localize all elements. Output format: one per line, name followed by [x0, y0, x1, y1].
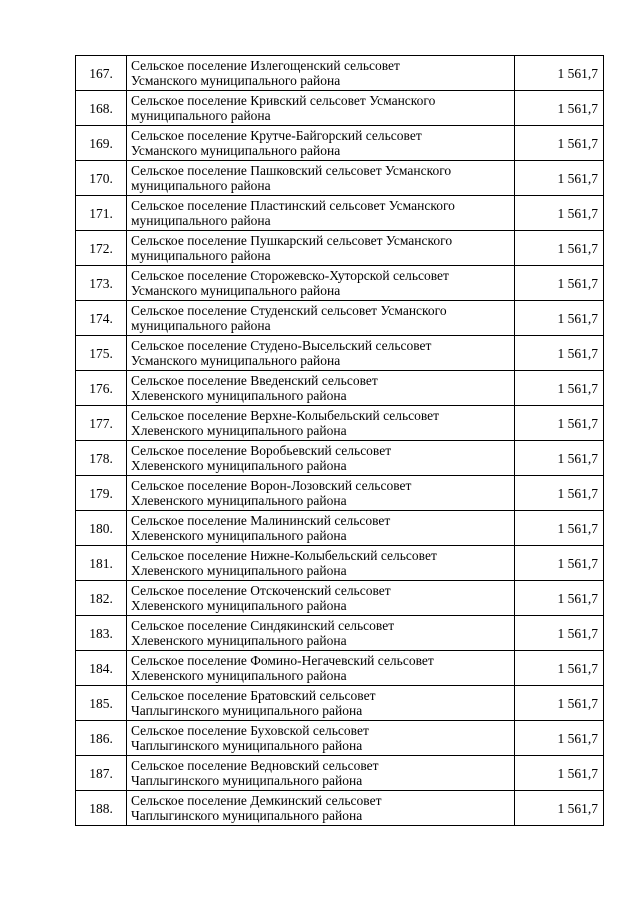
settlement-name-cell: [127, 581, 515, 616]
amount-cell: 1 561,7: [515, 756, 604, 791]
settlement-name-line2: Усманского муниципального района: [131, 353, 341, 368]
settlement-name-cell: [127, 336, 515, 371]
settlement-name-line1: Сельское поселение Буховской сельсовет: [131, 723, 369, 738]
amount-cell: 1 561,7: [515, 126, 604, 161]
table-row: [76, 56, 604, 91]
amount-cell: 1 561,7: [515, 581, 604, 616]
settlement-name-line1: Сельское поселение Пушкарский сельсовет Усманского: [131, 233, 453, 248]
amount-cell: 1 561,7: [515, 196, 604, 231]
row-number-cell: 177.: [76, 406, 127, 441]
table-row: [76, 371, 604, 406]
settlement-name-line1: Сельское поселение Отскоченский сельсовет: [131, 583, 391, 598]
row-number-cell: 185.: [76, 686, 127, 721]
settlement-name-line1: Сельское поселение Ворон-Лозовский сельсовет: [131, 478, 412, 493]
table-row: [76, 651, 604, 686]
table-row: [76, 686, 604, 721]
settlement-name-line1: Сельское поселение Сторожевско-Хуторской сельсовет: [131, 268, 449, 283]
amount-cell: 1 561,7: [515, 651, 604, 686]
settlement-name-cell: [127, 371, 515, 406]
settlement-name-line1: Сельское поселение Излегощенский сельсовет: [131, 58, 400, 73]
table-row: [76, 581, 604, 616]
settlement-name-line2: муниципального района: [131, 318, 271, 333]
row-number-cell: 182.: [76, 581, 127, 616]
settlement-name-line2: Хлевенского муниципального района: [131, 423, 347, 438]
settlement-name-line1: Сельское поселение Крутче-Байгорский сельсовет: [131, 128, 422, 143]
amount-cell: 1 561,7: [515, 546, 604, 581]
amount-cell: 1 561,7: [515, 56, 604, 91]
settlement-name-cell: [127, 721, 515, 756]
settlement-name-line2: муниципального района: [131, 108, 271, 123]
table-body: [76, 56, 604, 826]
table-row: [76, 126, 604, 161]
row-number-cell: 184.: [76, 651, 127, 686]
settlement-name-line2: Хлевенского муниципального района: [131, 388, 347, 403]
table-row: [76, 616, 604, 651]
table-row: [76, 721, 604, 756]
table-row: [76, 476, 604, 511]
settlement-name-line1: Сельское поселение Малининский сельсовет: [131, 513, 391, 528]
row-number-cell: 179.: [76, 476, 127, 511]
settlement-name-line2: Хлевенского муниципального района: [131, 598, 347, 613]
settlement-name-line1: Сельское поселение Ведновский сельсовет: [131, 758, 379, 773]
settlement-name-cell: [127, 301, 515, 336]
row-number-cell: 176.: [76, 371, 127, 406]
row-number-cell: 172.: [76, 231, 127, 266]
settlement-name-cell: [127, 91, 515, 126]
settlement-name-cell: [127, 476, 515, 511]
row-number-cell: 186.: [76, 721, 127, 756]
settlement-name-line2: Хлевенского муниципального района: [131, 493, 347, 508]
settlement-name-line2: муниципального района: [131, 178, 271, 193]
row-number-cell: 170.: [76, 161, 127, 196]
settlement-name-cell: [127, 546, 515, 581]
settlement-name-line1: Сельское поселение Студенский сельсовет Усманского: [131, 303, 447, 318]
table-row: [76, 441, 604, 476]
settlement-name-cell: [127, 231, 515, 266]
table-row: [76, 546, 604, 581]
settlement-name-cell: [127, 56, 515, 91]
row-number-cell: 171.: [76, 196, 127, 231]
table-row: [76, 231, 604, 266]
settlement-name-cell: [127, 126, 515, 161]
settlement-name-line1: Сельское поселение Фомино-Негачевский сельсовет: [131, 653, 434, 668]
amount-cell: 1 561,7: [515, 336, 604, 371]
settlement-name-line2: Хлевенского муниципального района: [131, 563, 347, 578]
settlement-name-line2: Хлевенского муниципального района: [131, 528, 347, 543]
amount-cell: 1 561,7: [515, 616, 604, 651]
row-number-cell: 188.: [76, 791, 127, 826]
amount-cell: 1 561,7: [515, 476, 604, 511]
amount-cell: 1 561,7: [515, 301, 604, 336]
settlement-name-line1: Сельское поселение Воробьевский сельсовет: [131, 443, 392, 458]
amount-cell: 1 561,7: [515, 721, 604, 756]
settlement-name-line1: Сельское поселение Братовский сельсовет: [131, 688, 376, 703]
settlement-name-line1: Сельское поселение Студено-Высельский сельсовет: [131, 338, 432, 353]
settlement-name-line2: Усманского муниципального района: [131, 73, 341, 88]
settlement-name-line1: Сельское поселение Пашковский сельсовет Усманского: [131, 163, 452, 178]
amount-cell: 1 561,7: [515, 371, 604, 406]
settlement-name-line2: Хлевенского муниципального района: [131, 458, 347, 473]
allocation-table: [75, 55, 604, 826]
settlement-name-cell: [127, 651, 515, 686]
table-row: [76, 406, 604, 441]
table-row: [76, 266, 604, 301]
amount-cell: 1 561,7: [515, 441, 604, 476]
settlement-name-line1: Сельское поселение Введенский сельсовет: [131, 373, 378, 388]
settlement-name-cell: [127, 161, 515, 196]
settlement-name-line1: Сельское поселение Нижне-Колыбельский сельсовет: [131, 548, 437, 563]
settlement-name-line1: Сельское поселение Синдякинский сельсовет: [131, 618, 395, 633]
amount-cell: 1 561,7: [515, 686, 604, 721]
settlement-name-line2: Чаплыгинского муниципального района: [131, 808, 363, 823]
table-row: [76, 511, 604, 546]
row-number-cell: 181.: [76, 546, 127, 581]
table-row: [76, 91, 604, 126]
settlement-name-cell: [127, 511, 515, 546]
settlement-name-cell: [127, 616, 515, 651]
settlement-name-line2: Усманского муниципального района: [131, 283, 341, 298]
settlement-name-cell: [127, 406, 515, 441]
amount-cell: 1 561,7: [515, 791, 604, 826]
row-number-cell: 167.: [76, 56, 127, 91]
settlement-name-line1: Сельское поселение Кривский сельсовет Усманского: [131, 93, 436, 108]
amount-cell: 1 561,7: [515, 91, 604, 126]
table-row: [76, 161, 604, 196]
settlement-name-line2: Хлевенского муниципального района: [131, 668, 347, 683]
settlement-name-line2: Хлевенского муниципального района: [131, 633, 347, 648]
row-number-cell: 175.: [76, 336, 127, 371]
amount-cell: 1 561,7: [515, 231, 604, 266]
settlement-name-cell: [127, 791, 515, 826]
settlement-name-line2: Чаплыгинского муниципального района: [131, 773, 363, 788]
row-number-cell: 187.: [76, 756, 127, 791]
settlement-name-cell: [127, 266, 515, 301]
settlement-name-cell: [127, 441, 515, 476]
row-number-cell: 169.: [76, 126, 127, 161]
amount-cell: 1 561,7: [515, 161, 604, 196]
row-number-cell: 174.: [76, 301, 127, 336]
row-number-cell: 183.: [76, 616, 127, 651]
settlement-name-cell: [127, 196, 515, 231]
row-number-cell: 178.: [76, 441, 127, 476]
settlement-name-line2: муниципального района: [131, 248, 271, 263]
settlement-name-cell: [127, 756, 515, 791]
table-row: [76, 791, 604, 826]
row-number-cell: 173.: [76, 266, 127, 301]
amount-cell: 1 561,7: [515, 266, 604, 301]
table-row: [76, 336, 604, 371]
settlement-name-line1: Сельское поселение Пластинский сельсовет Усманского: [131, 198, 455, 213]
table-row: [76, 301, 604, 336]
amount-cell: 1 561,7: [515, 511, 604, 546]
settlement-name-cell: [127, 686, 515, 721]
settlement-name-line1: Сельское поселение Верхне-Колыбельский сельсовет: [131, 408, 440, 423]
settlement-name-line2: Чаплыгинского муниципального района: [131, 738, 363, 753]
amount-cell: 1 561,7: [515, 406, 604, 441]
table-row: [76, 196, 604, 231]
settlement-name-line2: муниципального района: [131, 213, 271, 228]
row-number-cell: 180.: [76, 511, 127, 546]
table-row: [76, 756, 604, 791]
row-number-cell: 168.: [76, 91, 127, 126]
settlement-name-line2: Усманского муниципального района: [131, 143, 341, 158]
settlement-name-line2: Чаплыгинского муниципального района: [131, 703, 363, 718]
settlement-name-line1: Сельское поселение Демкинский сельсовет: [131, 793, 382, 808]
